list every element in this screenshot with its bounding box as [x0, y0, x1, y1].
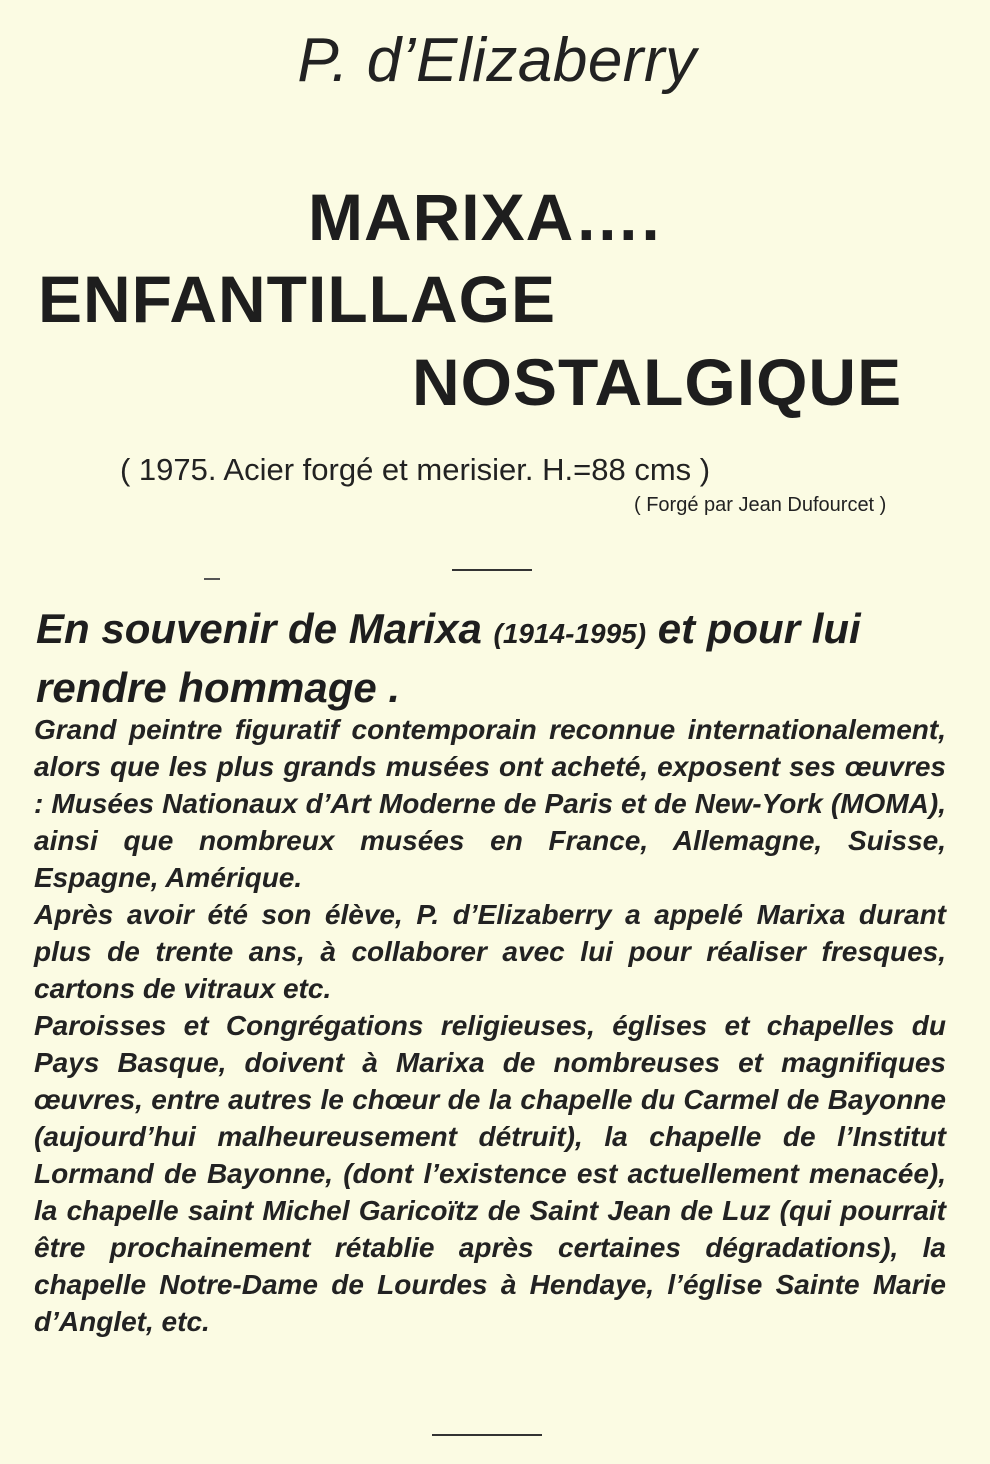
- separator-rule-bottom: [432, 1434, 542, 1436]
- body-text: [34, 711, 946, 1340]
- dedication-heading: [36, 602, 948, 715]
- forging-credit: ( Forgé par Jean Dufourcet ): [634, 494, 887, 516]
- print-speck: [204, 578, 220, 580]
- separator-rule-top: [452, 569, 532, 571]
- dedication-text-start: En souvenir de Marixa: [36, 605, 494, 652]
- dedication-text-end: et pour lui rendre hommage .: [36, 605, 861, 711]
- artwork-details: ( 1975. Acier forgé et merisier. H.=88 cms ): [120, 452, 711, 487]
- author-name: P. d’Elizaberry: [297, 26, 697, 95]
- title-line-1: MARIXA….: [308, 180, 661, 254]
- title-line-2: ENFANTILLAGE: [38, 262, 556, 336]
- paragraph-3: Paroisses et Congrégations religieuses, églises et chapelles du Pays Basque, doivent à Marixa de nombreuses et magnifiques œuvres, entre autres le chœur de la chapelle du Carmel de Bayonne (aujourd’hui malheureusement détruit), la chapelle de l’Institut Lormand de Bayonne, (dont l’existence est actuellement menacée), la chapelle saint Michel Garicoïtz de Saint Jean de Luz (qui pourrait être prochainement rétablie après certaines dégradations), la chapelle Notre-Dame de Lourdes à Hendaye, l’église Sainte Marie d’Anglet, etc.: [34, 1010, 946, 1337]
- dedication-dates: (1914-1995): [493, 618, 647, 649]
- title-line-3: NOSTALGIQUE: [412, 345, 903, 419]
- paragraph-2: Après avoir été son élève, P. d’Elizaberry a appelé Marixa durant plus de trente ans, à collaborer avec lui pour réaliser fresques, cartons de vitraux etc.: [34, 899, 946, 1004]
- paragraph-1: Grand peintre figuratif contemporain reconnue internationalement, alors que les plus grands musées ont acheté, exposent ses œuvres : Musées Nationaux d’Art Moderne de Paris et de New-York (MOMA), ainsi que nombreux musées en France, Allemagne, Suisse, Espagne, Amérique.: [34, 714, 946, 893]
